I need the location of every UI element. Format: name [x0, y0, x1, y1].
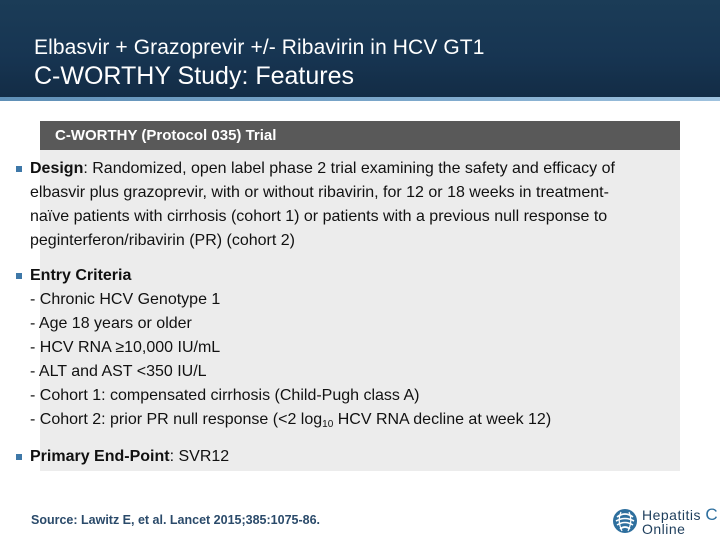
- entry-criteria-section: [16, 264, 634, 432]
- criteria-item: - Cohort 1: compensated cirrhosis (Child-Pugh class A): [30, 387, 420, 404]
- criteria-item: - HCV RNA ≥10,000 IU/mL: [30, 339, 221, 356]
- logo-letter-c: C: [705, 505, 719, 524]
- globe-icon: [612, 508, 638, 534]
- header-accent-stripe: [0, 97, 720, 101]
- design-text: : Randomized, open label phase 2 trial examining the safety and efficacy of elbasvir plus grazoprevir, with or without ribavirin, for 12 or 18 weeks in treatment-naïve patients with cirrhosis (cohort 1) or patients with a previous null response to peginterferon/ribavirin (PR) (cohort 2): [30, 160, 615, 249]
- entry-criteria-label: Entry Criteria: [30, 267, 132, 284]
- panel-title: C-WORTHY (Protocol 035) Trial: [40, 121, 680, 150]
- log-subscript: 10: [322, 419, 334, 430]
- slide-header: [0, 0, 720, 101]
- design-section: [16, 157, 634, 253]
- source-citation: Source: Lawitz E, et al. Lancet 2015;385:1075-86.: [31, 513, 321, 527]
- endpoint-label: Primary End-Point: [30, 448, 170, 465]
- bullet-icon: [16, 454, 22, 460]
- bullet-icon: [16, 273, 22, 279]
- hepatitis-c-online-logo: [612, 505, 719, 537]
- logo-word-hepatitis: Hepatitis: [642, 507, 701, 523]
- cohort2-suffix: HCV RNA decline at week 12): [333, 411, 552, 428]
- logo-text-line2: Online: [642, 521, 686, 537]
- slide-title-line1: Elbasvir + Grazoprevir +/- Ribavirin in HCV GT1: [34, 36, 485, 59]
- criteria-item: - Age 18 years or older: [30, 315, 192, 332]
- design-label: Design: [30, 160, 84, 177]
- endpoint-text: : SVR12: [169, 448, 230, 465]
- criteria-item: - Chronic HCV Genotype 1: [30, 291, 221, 308]
- slide-title-line2: C-WORTHY Study: Features: [34, 62, 354, 90]
- criteria-item: - ALT and AST <350 IU/L: [30, 363, 207, 380]
- criteria-item-cohort2: [30, 408, 634, 432]
- endpoint-section: [16, 445, 634, 469]
- cohort2-prefix: - Cohort 2: prior PR null response (<2 log: [30, 411, 323, 428]
- bullet-icon: [16, 166, 22, 172]
